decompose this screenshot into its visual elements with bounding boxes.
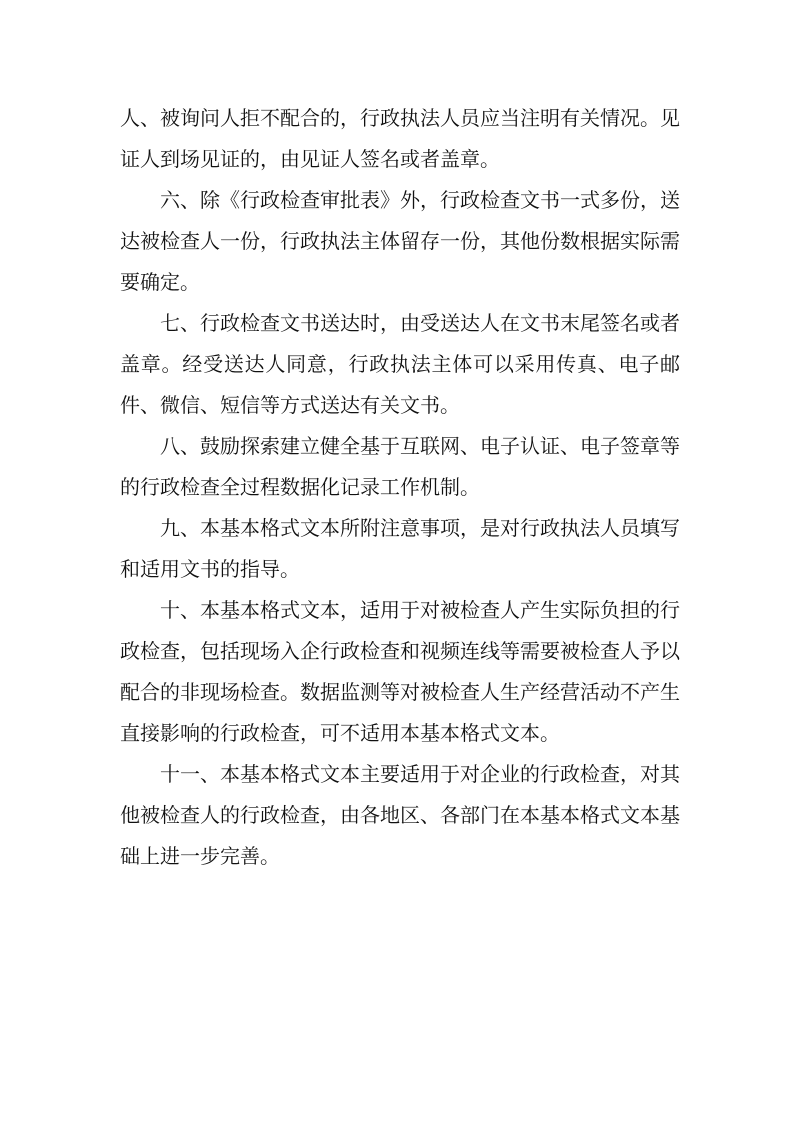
paragraph-item-10: 十、本基本格式文本，适用于对被检查人产生实际负担的行政检查，包括现场入企行政检查和视频连线等需要被检查人予以配合的非现场检查。数据监测等对被检查人生产经营活动不产生直接影响的行政检查，可不适用本基本格式文本。 [120,598,680,745]
paragraph-item-7: 七、行政检查文书送达时，由受送达人在文书末尾签名或者盖章。经受送达人同意，行政执法主体可以采用传真、电子邮件、微信、短信等方式送达有关文书。 [120,311,680,417]
paragraph-item-8: 八、鼓励探索建立健全基于互联网、电子认证、电子签章等的行政检查全过程数据化记录工作机制。 [120,434,680,499]
document-body [120,98,680,877]
paragraph-item-6: 六、除《行政检查审批表》外，行政检查文书一式多份，送达被检查人一份，行政执法主体留存一份，其他份数根据实际需要确定。 [120,188,680,294]
paragraph-item-11: 十一、本基本格式文本主要适用于对企业的行政检查，对其他被检查人的行政检查，由各地区、各部门在本基本格式文本基础上进一步完善。 [120,762,680,868]
paragraph-continuation: 人、被询问人拒不配合的，行政执法人员应当注明有关情况。见证人到场见证的，由见证人签名或者盖章。 [120,106,680,171]
paragraph-item-9: 九、本基本格式文本所附注意事项，是对行政执法人员填写和适用文书的指导。 [120,516,680,581]
